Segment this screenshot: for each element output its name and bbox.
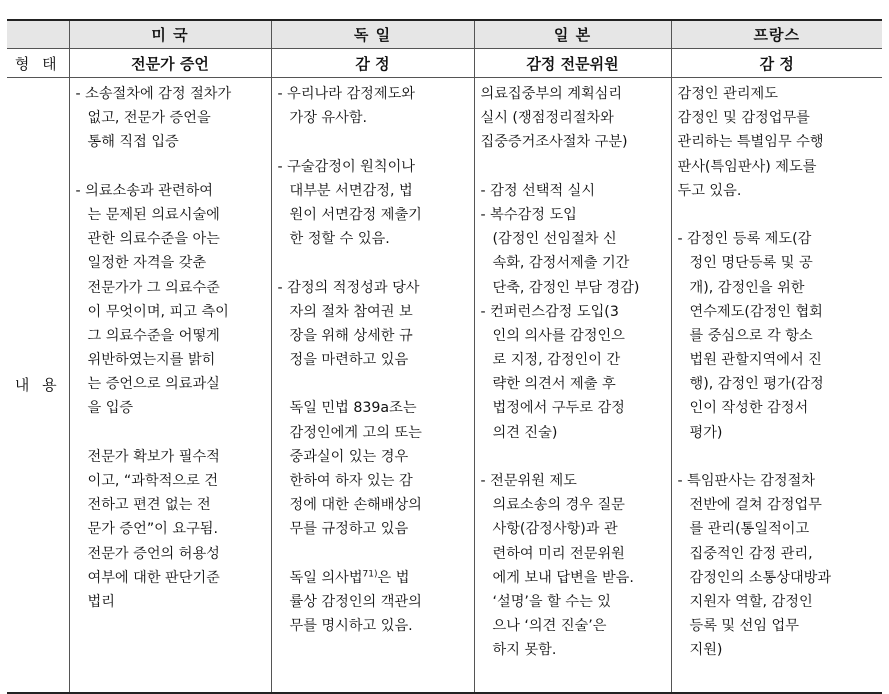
usa-line: 여부에 대한 판단기준 [87, 569, 220, 586]
header-france: 프랑스 [671, 20, 882, 49]
form-row [7, 49, 882, 78]
header-row [7, 20, 882, 49]
germany-line: 한 정할 수 있음. [289, 231, 390, 248]
usa-line: 전문가 증언의 허용성 [87, 545, 220, 562]
usa-line: 전하고 편견 없는 전 [87, 497, 211, 514]
form-japan: 감정 전문위원 [474, 49, 671, 78]
japan-line: 사항(감정사항)과 관 [492, 521, 618, 538]
germany-line: 독일 민법 839a조는 [289, 400, 417, 417]
form-france: 감 정 [671, 49, 882, 78]
usa-line: 그 의료수준을 어떻게 [87, 327, 220, 344]
japan-line: 에게 보내 답변을 받음. [492, 569, 634, 586]
japan-line: 속화, 감정서제출 기간 [492, 255, 630, 272]
germany-line: - 감정의 적정성과 당사 [277, 279, 420, 296]
france-line: 감정인 및 감정업무를 [677, 110, 810, 127]
usa-line: 법리 [87, 593, 115, 610]
france-line: 관리하는 특별임무 수행 [677, 134, 824, 151]
blank-line [481, 155, 664, 179]
header-usa: 미 국 [69, 20, 271, 49]
usa-line: 이고, “과학적으로 건 [87, 473, 219, 489]
france-line: 인이 작성한 감정서 [689, 400, 809, 417]
content-germany [271, 78, 474, 694]
blank-line [278, 542, 467, 566]
france-line: 지원) [689, 642, 723, 659]
form-germany: 감 정 [271, 49, 474, 78]
germany-line: 가장 유사함. [289, 110, 368, 127]
germany-line: 무를 명시하고 있음. [289, 618, 413, 635]
france-line: 법원 관할지역에서 진 [689, 352, 822, 369]
usa-line: 전문가 확보가 필수적 [87, 448, 220, 465]
blank-line [678, 203, 876, 227]
japan-line: (감정인 선임절차 신 [492, 231, 617, 248]
blank-line [278, 372, 467, 396]
blank-line [76, 155, 264, 179]
header-corner [7, 20, 69, 49]
germany-line: 원이 서면감정 제출기 [289, 206, 422, 223]
content-row [7, 78, 882, 694]
germany-line: 자의 절차 참여권 보 [289, 303, 413, 320]
japan-line: - 감정 선택적 실시 [480, 182, 596, 199]
content-usa [69, 78, 271, 694]
content-label: 내 용 [7, 78, 69, 694]
header-germany: 독 일 [271, 20, 474, 49]
japan-line: 으나 ‘의견 진술’은 [492, 618, 607, 635]
france-line: - 감정인 등록 제도(감 [677, 231, 812, 248]
blank-line [76, 421, 264, 445]
japan-line: ‘설명’을 할 수는 있 [492, 593, 611, 610]
header-japan: 일 본 [474, 20, 671, 49]
germany-line: 장을 위해 상세한 규 [289, 327, 413, 344]
japan-line: 단축, 감정인 부담 경감) [492, 279, 640, 296]
france-line: 연수제도(감정인 협회 [689, 303, 823, 320]
blank-line [678, 445, 876, 469]
france-line: 감정인 관리제도 [677, 86, 778, 102]
usa-line: 는 증언으로 의료과실 [87, 376, 220, 393]
japan-line: 집중증거조사절차 구분) [480, 134, 628, 151]
usa-line: 는 문제된 의료시술에 [87, 206, 220, 223]
france-line: 를 관리(통일적이고 [689, 521, 810, 538]
usa-line: 이 무엇이며, 피고 측이 [87, 303, 229, 320]
usa-line: 없고, 전문가 증언을 [87, 110, 211, 127]
france-line: - 특임판사는 감정절차 [677, 473, 815, 489]
japan-line: 략한 의견서 제출 후 [492, 376, 616, 393]
usa-line: - 의료소송과 관련하여 [75, 182, 213, 199]
germany-line: 정을 마련하고 있음 [289, 352, 409, 369]
france-line: 집중적인 감정 관리, [689, 545, 813, 562]
usa-line: 위반하였는지를 밝히 [87, 352, 216, 369]
blank-line [278, 130, 467, 154]
japan-line: 법정에서 구두로 감정 [492, 400, 625, 417]
japan-line: 인의 의사를 감정인으 [492, 327, 625, 344]
content-france [671, 78, 882, 694]
france-line: 지원자 역할, 감정인 [689, 593, 813, 610]
france-line: 를 중심으로 각 항소 [689, 327, 813, 344]
france-line: 평가) [689, 424, 723, 441]
usa-line: - 소송절차에 감정 절차가 [75, 86, 232, 102]
germany-line: 한하여 하자 있는 감 [289, 473, 413, 489]
usa-line: 문가 증언”이 요구됨. [87, 521, 219, 538]
germany-line: 대부분 서면감정, 법 [289, 182, 413, 199]
japan-line: 의견 진술) [492, 424, 558, 441]
usa-line: 을 입증 [87, 400, 134, 417]
comparison-table [7, 19, 882, 694]
content-japan [474, 78, 671, 694]
form-usa: 전문가 증언 [69, 49, 271, 78]
japan-line: 련하여 미리 전문위원 [492, 545, 625, 562]
japan-line: - 컨퍼런스감정 도입(3 [480, 303, 619, 320]
japan-line: 로 지정, 감정인이 간 [492, 352, 621, 369]
usa-line: 일정한 자격을 갖춘 [87, 255, 207, 272]
germany-line: 중과실이 있는 경우 [289, 448, 409, 465]
usa-line: 통해 직접 입증 [87, 134, 179, 151]
japan-line: - 전문위원 제도 [480, 473, 577, 489]
germany-line: 정에 대한 손해배상의 [289, 497, 422, 514]
germany-line: 감정인에게 고의 또는 [289, 424, 422, 441]
blank-line [481, 445, 664, 469]
germany-line: 독일 의사법$^{71)}$은 법 [289, 569, 410, 586]
blank-line [278, 251, 467, 275]
france-line: 전반에 걸쳐 감정업무 [689, 497, 822, 514]
germany-line: 률상 감정인의 객관의 [289, 593, 422, 610]
germany-line: - 우리나라 감정제도와 [277, 86, 415, 102]
france-line: 감정인의 소통상대방과 [689, 569, 832, 586]
germany-line: 무를 규정하고 있음 [289, 521, 409, 538]
japan-line: 의료집중부의 계획심리 [480, 86, 623, 102]
japan-line: - 복수감정 도입 [480, 206, 577, 223]
france-line: 등록 및 선임 업무 [689, 618, 799, 635]
france-line: 두고 있음. [677, 182, 742, 199]
france-line: 개), 감정인을 위한 [689, 279, 805, 296]
japan-line: 의료소송의 경우 질문 [492, 497, 625, 514]
japan-line: 실시 (쟁점정리절차와 [480, 110, 614, 127]
france-line: 판사(특임판사) 제도를 [677, 158, 817, 175]
france-line: 정인 명단등록 및 공 [689, 255, 813, 272]
usa-line: 관한 의료수준을 아는 [87, 231, 220, 248]
form-label: 형 태 [7, 49, 69, 78]
japan-line: 하지 못함. [492, 642, 557, 659]
germany-line: - 구술감정이 원칙이나 [277, 158, 415, 175]
france-line: 행), 감정인 평가(감정 [689, 376, 824, 393]
usa-line: 전문가가 그 의료수준 [87, 279, 220, 296]
